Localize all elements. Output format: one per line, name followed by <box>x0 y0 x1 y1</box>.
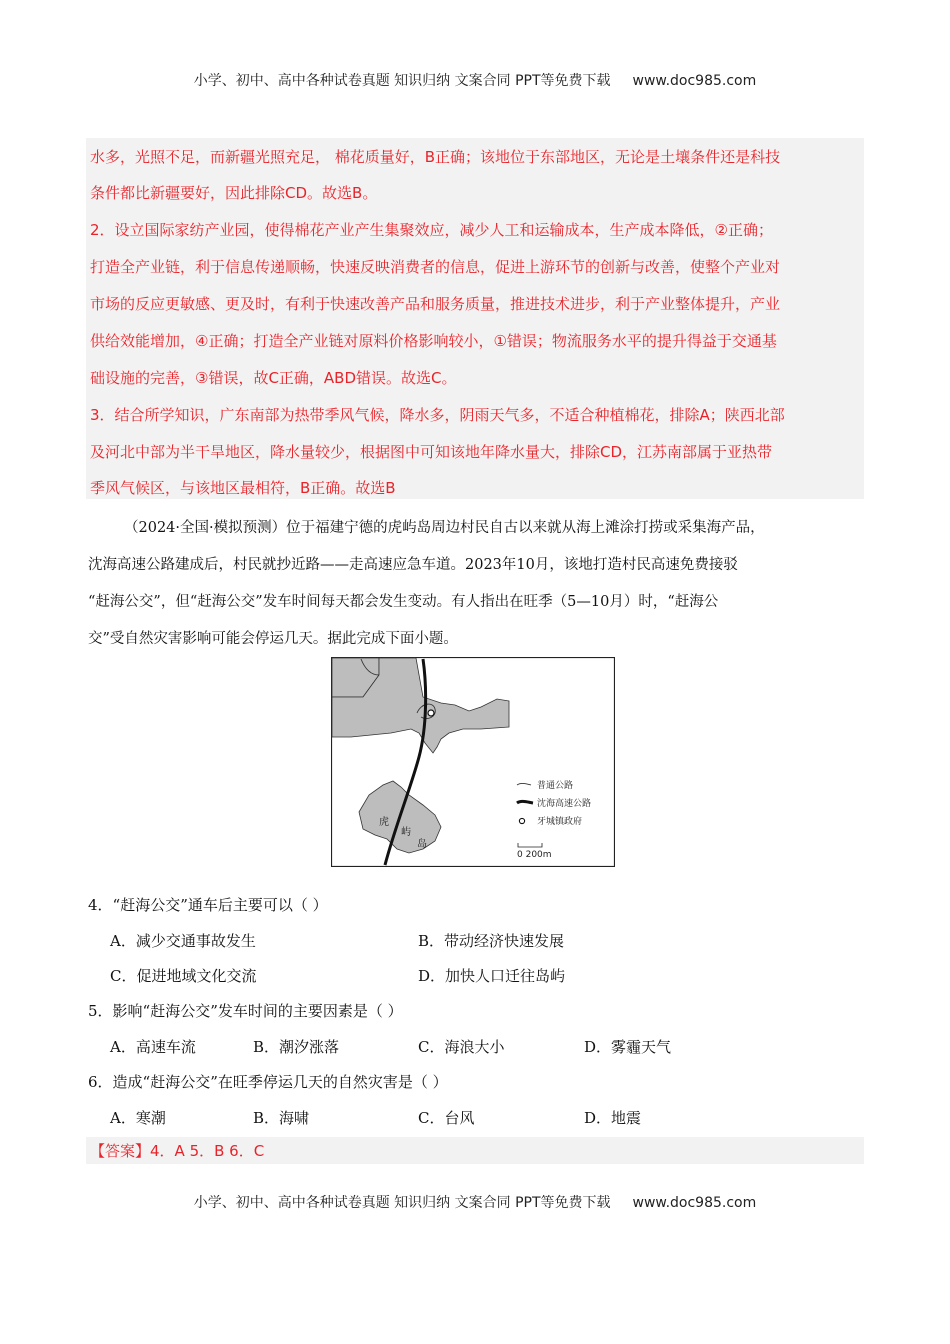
analysis-line: 供给效能增加，④正确；打造全产业链对原料价格影响较小，①错误；物流服务水平的提升得益于交通基 <box>90 332 777 350</box>
island-label-char: 屿 <box>401 827 411 838</box>
answer-text: 【答案】4．A 5．B 6．C <box>90 1142 265 1160</box>
legend-label: 普通公路 <box>537 781 574 791</box>
stem-line: “赶海公交”，但“赶海公交”发车时间每天都会发生变动。有人指出在旺季（5—10月）时，“赶海公 <box>88 594 719 610</box>
option-c[interactable]: C．海浪大小 <box>418 1038 505 1056</box>
option-a[interactable]: A．高速车流 <box>110 1038 196 1056</box>
option-c[interactable]: C．促进地域文化交流 <box>110 967 257 985</box>
question-stem: 6．造成“赶海公交”在旺季停运几天的自然灾害是（ ） <box>88 1073 448 1091</box>
island-label-char: 岛 <box>417 839 427 850</box>
scale-label: 0 200m <box>517 850 552 860</box>
island-label-char: 虎 <box>379 817 389 828</box>
header-site[interactable]: www.doc985.com <box>632 73 757 89</box>
stem-line: （2024·全国·模拟预测）位于福建宁德的虎屿岛周边村民自古以来就从海上滩涂打捞或采集海产品， <box>124 520 765 536</box>
analysis-line: 2．设立国际家纺产业园，使得棉花产业产生集聚效应，减少人工和运输成本，生产成本降低，②正确； <box>90 221 773 239</box>
header-text: 小学、初中、高中各种试卷真题 知识归纳 文案合同 PPT等免费下载 <box>193 73 611 89</box>
option-c[interactable]: C．台风 <box>418 1109 475 1127</box>
question-stem: 5．影响“赶海公交”发车时间的主要因素是（ ） <box>88 1002 403 1020</box>
footer-text: 小学、初中、高中各种试卷真题 知识归纳 文案合同 PPT等免费下载 <box>193 1195 611 1211</box>
analysis-line: 水多，光照不足，而新疆光照充足， 棉花质量好，B正确；该地位于东部地区，无论是土壤条件还是科技 <box>90 148 781 166</box>
option-a[interactable]: A．寒潮 <box>110 1109 166 1127</box>
option-d[interactable]: D．雾霾天气 <box>584 1038 672 1056</box>
analysis-line: 础设施的完善，③错误，故C正确，ABD错误。故选C。 <box>90 369 457 387</box>
analysis-line: 市场的反应更敏感、更及时，有利于快速改善产品和服务质量，推进技术进步，利于产业整体提升，产业 <box>90 295 781 313</box>
stem-line: 沈海高速公路建成后，村民就抄近路——走高速应急车道。2023年10月，该地打造村民高速免费接驳 <box>88 557 738 573</box>
legend-highway-symbol <box>517 801 533 803</box>
legend-label: 沈海高速公路 <box>537 799 592 809</box>
stem-line: 交”受自然灾害影响可能会停运几天。据此完成下面小题。 <box>88 631 458 647</box>
analysis-line: 条件都比新疆要好，因此排除CD。故选B。 <box>90 184 378 202</box>
analysis-line: 季风气候区，与该地区最相符，B正确。故选B <box>90 479 396 497</box>
option-b[interactable]: B．海啸 <box>253 1109 310 1127</box>
option-d[interactable]: D．加快人口迁往岛屿 <box>418 967 566 985</box>
option-b[interactable]: B．带动经济快速发展 <box>418 932 565 950</box>
page-header <box>0 70 950 90</box>
option-b[interactable]: B．潮汐涨落 <box>253 1038 340 1056</box>
analysis-line: 及河北中部为半干旱地区，降水量较少，根据图中可知该地年降水量大，排除CD，江苏南部属于亚热带 <box>90 443 773 461</box>
analysis-line: 3．结合所学知识，广东南部为热带季风气候，降水多，阴雨天气多，不适合种植棉花，排除A；陕西北部 <box>90 406 785 424</box>
option-a[interactable]: A．减少交通事故发生 <box>110 932 256 950</box>
option-d[interactable]: D．地震 <box>584 1109 642 1127</box>
legend-town-symbol <box>519 818 524 823</box>
page-footer <box>0 1192 950 1212</box>
footer-site[interactable]: www.doc985.com <box>632 1195 757 1211</box>
analysis-line: 打造全产业链，利于信息传递顺畅，快速反映消费者的信息，促进上游环节的创新与改善，使整个产业对 <box>90 258 781 276</box>
map-figure <box>331 657 615 867</box>
town-government-marker <box>428 710 434 716</box>
question-stem: 4．“赶海公交”通车后主要可以（ ） <box>88 896 328 914</box>
legend-label: 牙城镇政府 <box>537 817 583 827</box>
